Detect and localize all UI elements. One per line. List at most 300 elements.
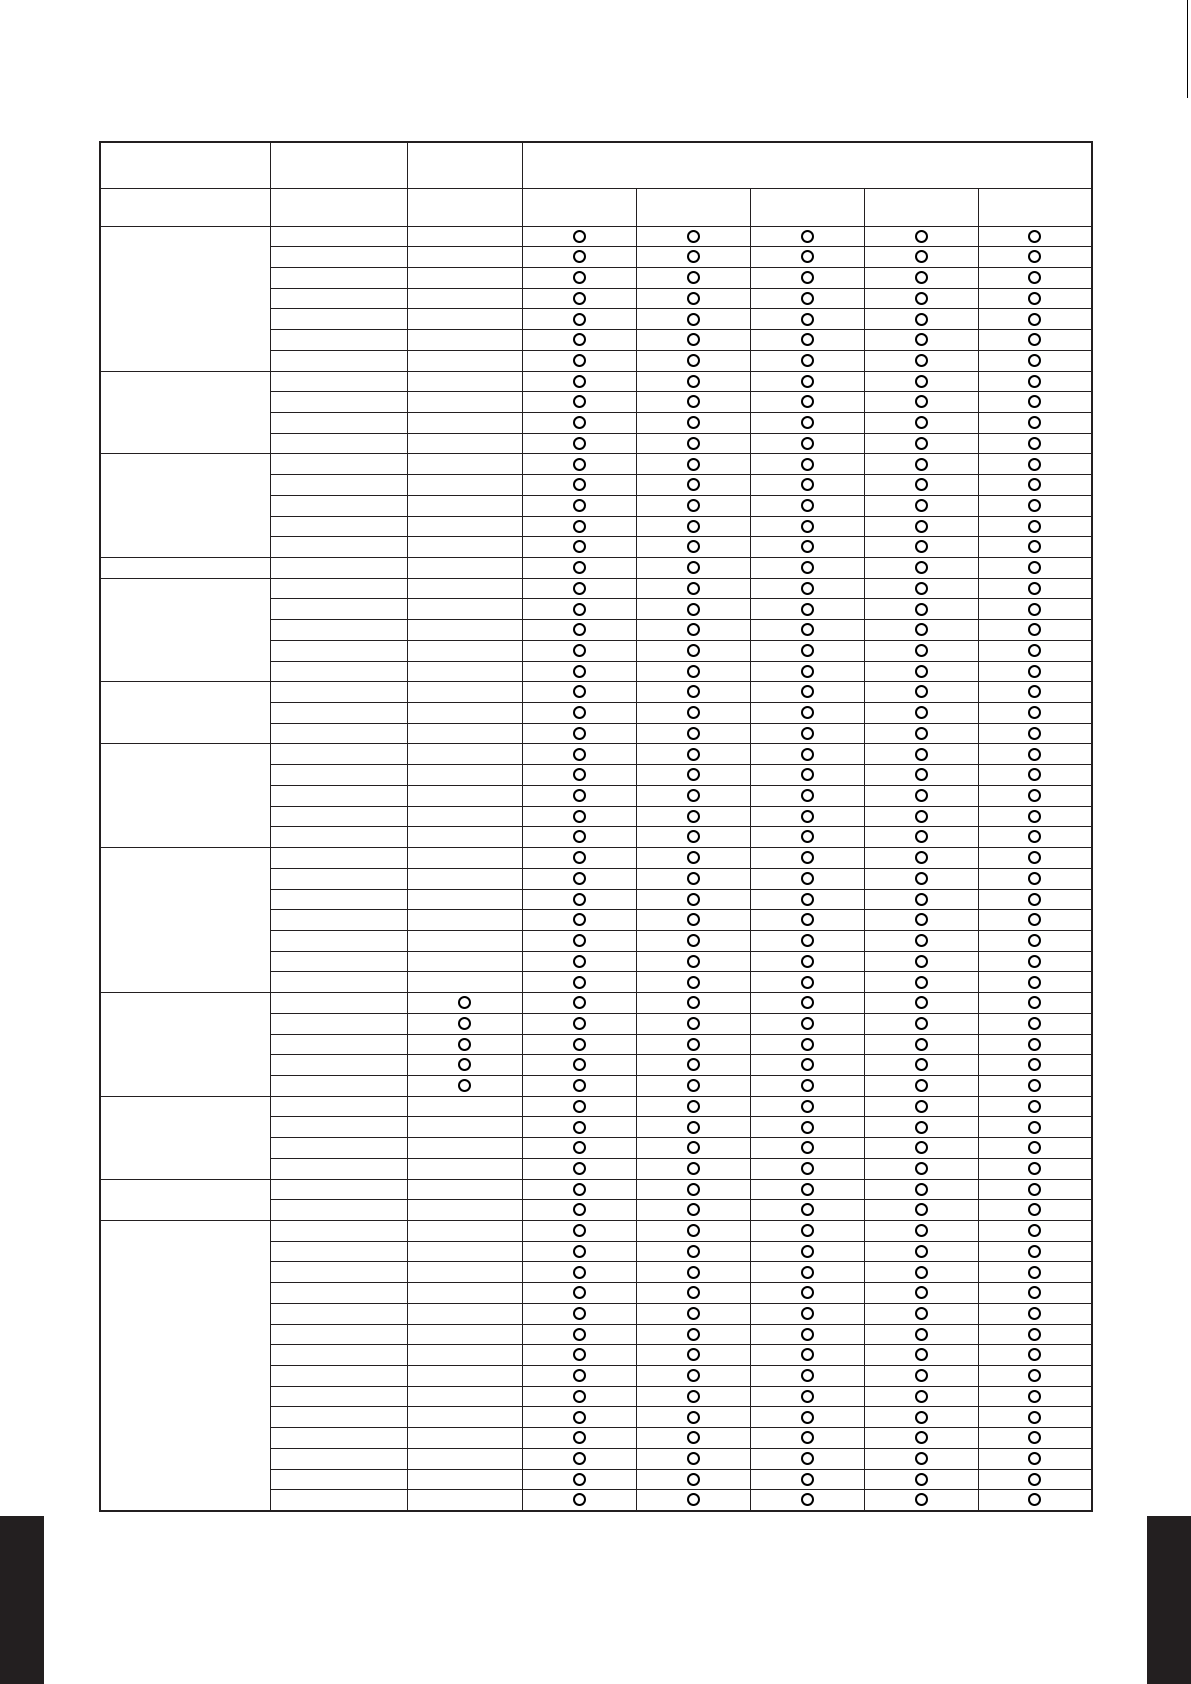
item-label-cell: [270, 1345, 407, 1366]
circle-mark: [687, 416, 700, 429]
model-mark-cell: [978, 392, 1092, 413]
circle-mark: [687, 1369, 700, 1382]
item-label-cell: [270, 516, 407, 537]
item-label-cell: [270, 1490, 407, 1511]
circle-mark: [687, 395, 700, 408]
model-mark-cell: [864, 993, 978, 1014]
circle-mark: [573, 437, 586, 450]
circle-mark: [573, 271, 586, 284]
circle-mark: [915, 333, 928, 346]
circle-mark: [573, 1493, 586, 1506]
model-mark-cell: [864, 392, 978, 413]
model-mark-cell: [636, 1096, 750, 1117]
circle-mark: [915, 561, 928, 574]
item-label-cell: [270, 1366, 407, 1387]
model-mark-cell: [636, 558, 750, 579]
model-mark-cell: [636, 371, 750, 392]
circle-mark: [801, 437, 814, 450]
model-mark-cell: [750, 1386, 864, 1407]
item-label-cell: [270, 1013, 407, 1034]
circle-mark: [687, 644, 700, 657]
circle-mark: [1028, 250, 1041, 263]
item-label-cell: [270, 371, 407, 392]
circle-mark: [687, 996, 700, 1009]
model-mark-cell: [864, 910, 978, 931]
circle-mark: [801, 1100, 814, 1113]
circle-mark: [915, 872, 928, 885]
subheader-cell: [522, 188, 636, 226]
group-label-cell: [100, 226, 270, 371]
item-label-cell: [270, 951, 407, 972]
group-label-cell: [100, 1096, 270, 1179]
model-mark-cell: [750, 972, 864, 993]
option-empty-cell: [407, 1490, 522, 1511]
item-label-cell: [270, 1179, 407, 1200]
circle-mark: [1028, 354, 1041, 367]
side-tab-left: [0, 1516, 44, 1684]
circle-mark: [801, 1121, 814, 1134]
option-empty-cell: [407, 392, 522, 413]
circle-mark: [1028, 1183, 1041, 1196]
model-mark-cell: [978, 1303, 1092, 1324]
circle-mark: [801, 478, 814, 491]
model-mark-cell: [522, 1179, 636, 1200]
model-mark-cell: [522, 1324, 636, 1345]
crop-mark-right: [1187, 0, 1188, 98]
model-mark-cell: [636, 495, 750, 516]
model-mark-cell: [522, 537, 636, 558]
model-mark-cell: [522, 516, 636, 537]
model-mark-cell: [864, 640, 978, 661]
circle-mark: [915, 913, 928, 926]
item-label-cell: [270, 910, 407, 931]
circle-mark: [1028, 1452, 1041, 1465]
model-mark-cell: [864, 412, 978, 433]
option-empty-cell: [407, 930, 522, 951]
circle-mark: [573, 292, 586, 305]
circle-mark: [915, 955, 928, 968]
circle-mark: [915, 354, 928, 367]
circle-mark: [573, 727, 586, 740]
model-mark-cell: [522, 1158, 636, 1179]
circle-mark: [1028, 540, 1041, 553]
model-mark-cell: [636, 516, 750, 537]
model-mark-cell: [522, 226, 636, 247]
model-mark-cell: [636, 744, 750, 765]
circle-mark: [687, 1079, 700, 1092]
model-mark-cell: [636, 433, 750, 454]
group-label-cell: [100, 1221, 270, 1511]
model-mark-cell: [750, 350, 864, 371]
circle-mark: [687, 1473, 700, 1486]
circle-mark: [573, 851, 586, 864]
circle-mark: [687, 333, 700, 346]
model-mark-cell: [750, 1096, 864, 1117]
circle-mark: [687, 706, 700, 719]
circle-mark: [1028, 893, 1041, 906]
model-mark-cell: [522, 1221, 636, 1242]
model-mark-cell: [978, 495, 1092, 516]
model-mark-cell: [864, 1345, 978, 1366]
circle-mark: [573, 1017, 586, 1030]
model-mark-cell: [522, 475, 636, 496]
model-mark-cell: [978, 309, 1092, 330]
option-empty-cell: [407, 951, 522, 972]
circle-mark: [687, 271, 700, 284]
circle-mark: [573, 540, 586, 553]
circle-mark: [1028, 748, 1041, 761]
circle-mark: [915, 1411, 928, 1424]
model-mark-cell: [522, 930, 636, 951]
circle-mark: [915, 727, 928, 740]
circle-mark: [687, 1121, 700, 1134]
model-mark-cell: [636, 1469, 750, 1490]
circle-mark: [915, 271, 928, 284]
item-label-cell: [270, 848, 407, 869]
circle-mark: [573, 830, 586, 843]
circle-mark: [1028, 768, 1041, 781]
circle-mark: [801, 520, 814, 533]
circle-mark: [687, 976, 700, 989]
model-mark-cell: [636, 765, 750, 786]
circle-mark: [801, 955, 814, 968]
model-mark-cell: [978, 640, 1092, 661]
model-mark-cell: [750, 412, 864, 433]
circle-mark: [458, 996, 471, 1009]
model-mark-cell: [750, 1055, 864, 1076]
item-label-cell: [270, 785, 407, 806]
model-mark-cell: [636, 1262, 750, 1283]
model-mark-cell: [978, 848, 1092, 869]
model-mark-cell: [978, 1366, 1092, 1387]
circle-mark: [1028, 1141, 1041, 1154]
circle-mark: [573, 913, 586, 926]
model-mark-cell: [864, 1490, 978, 1511]
model-mark-cell: [750, 889, 864, 910]
model-mark-cell: [978, 889, 1092, 910]
model-mark-cell: [978, 744, 1092, 765]
circle-mark: [801, 499, 814, 512]
item-label-cell: [270, 1386, 407, 1407]
model-mark-cell: [522, 247, 636, 268]
model-mark-cell: [750, 309, 864, 330]
circle-mark: [573, 1162, 586, 1175]
model-mark-cell: [978, 1221, 1092, 1242]
model-mark-cell: [864, 1096, 978, 1117]
option-empty-cell: [407, 1324, 522, 1345]
item-label-cell: [270, 1055, 407, 1076]
model-mark-cell: [636, 703, 750, 724]
option-empty-cell: [407, 1303, 522, 1324]
circle-mark: [801, 934, 814, 947]
model-mark-cell: [864, 1034, 978, 1055]
circle-mark: [915, 1369, 928, 1382]
subheader-cell: [864, 188, 978, 226]
option-empty-cell: [407, 785, 522, 806]
model-mark-cell: [636, 1179, 750, 1200]
model-mark-cell: [636, 1490, 750, 1511]
circle-mark: [915, 934, 928, 947]
model-mark-cell: [750, 1158, 864, 1179]
circle-mark: [801, 1017, 814, 1030]
option-empty-cell: [407, 1179, 522, 1200]
item-label-cell: [270, 454, 407, 475]
circle-mark: [1028, 375, 1041, 388]
circle-mark: [1028, 499, 1041, 512]
circle-mark: [687, 250, 700, 263]
model-mark-cell: [864, 703, 978, 724]
item-label-cell: [270, 723, 407, 744]
circle-mark: [687, 872, 700, 885]
model-mark-cell: [864, 371, 978, 392]
group-label-cell: [100, 682, 270, 744]
circle-mark: [801, 1328, 814, 1341]
option-empty-cell: [407, 682, 522, 703]
model-mark-cell: [864, 806, 978, 827]
model-mark-cell: [636, 309, 750, 330]
circle-mark: [801, 851, 814, 864]
model-mark-cell: [522, 454, 636, 475]
model-mark-cell: [978, 1262, 1092, 1283]
model-mark-cell: [978, 1407, 1092, 1428]
option-empty-cell: [407, 889, 522, 910]
model-mark-cell: [750, 578, 864, 599]
circle-mark: [573, 748, 586, 761]
circle-mark: [915, 499, 928, 512]
model-mark-cell: [978, 1117, 1092, 1138]
subheader-cell: [270, 188, 407, 226]
circle-mark: [573, 1286, 586, 1299]
circle-mark: [573, 478, 586, 491]
model-mark-cell: [978, 516, 1092, 537]
model-mark-cell: [750, 1469, 864, 1490]
circle-mark: [687, 623, 700, 636]
circle-mark: [573, 1224, 586, 1237]
circle-mark: [915, 1286, 928, 1299]
model-mark-cell: [750, 765, 864, 786]
circle-mark: [573, 375, 586, 388]
circle-mark: [915, 1245, 928, 1258]
model-mark-cell: [978, 1448, 1092, 1469]
model-mark-cell: [864, 661, 978, 682]
circle-mark: [573, 623, 586, 636]
circle-mark: [915, 1121, 928, 1134]
circle-mark: [801, 1141, 814, 1154]
model-mark-cell: [750, 951, 864, 972]
model-mark-cell: [636, 1448, 750, 1469]
circle-mark: [915, 789, 928, 802]
model-mark-cell: [864, 226, 978, 247]
model-mark-cell: [522, 972, 636, 993]
circle-mark: [1028, 1390, 1041, 1403]
option-empty-cell: [407, 1241, 522, 1262]
option-empty-cell: [407, 661, 522, 682]
model-mark-cell: [522, 1075, 636, 1096]
option-empty-cell: [407, 247, 522, 268]
circle-mark: [801, 1493, 814, 1506]
model-mark-cell: [522, 1055, 636, 1076]
circle-mark: [1028, 851, 1041, 864]
option-empty-cell: [407, 350, 522, 371]
model-mark-cell: [522, 827, 636, 848]
table-row: [100, 744, 1092, 765]
option-empty-cell: [407, 578, 522, 599]
option-empty-cell: [407, 744, 522, 765]
circle-mark: [687, 1141, 700, 1154]
item-label-cell: [270, 868, 407, 889]
circle-mark: [687, 1266, 700, 1279]
model-mark-cell: [750, 599, 864, 620]
model-mark-cell: [978, 1241, 1092, 1262]
circle-mark: [573, 665, 586, 678]
option-empty-cell: [407, 371, 522, 392]
circle-mark: [573, 1390, 586, 1403]
option-empty-cell: [407, 1448, 522, 1469]
circle-mark: [1028, 1245, 1041, 1258]
model-mark-cell: [978, 433, 1092, 454]
circle-mark: [801, 1369, 814, 1382]
model-mark-cell: [636, 951, 750, 972]
model-mark-cell: [522, 785, 636, 806]
circle-mark: [573, 230, 586, 243]
circle-mark: [687, 1245, 700, 1258]
model-mark-cell: [750, 1448, 864, 1469]
model-mark-cell: [636, 1283, 750, 1304]
circle-mark: [1028, 292, 1041, 305]
model-mark-cell: [978, 827, 1092, 848]
circle-mark: [687, 1183, 700, 1196]
model-mark-cell: [978, 1055, 1092, 1076]
model-mark-cell: [978, 765, 1092, 786]
model-mark-cell: [864, 1469, 978, 1490]
item-label-cell: [270, 350, 407, 371]
model-mark-cell: [978, 1075, 1092, 1096]
circle-mark: [687, 665, 700, 678]
model-mark-cell: [978, 1345, 1092, 1366]
model-mark-cell: [522, 309, 636, 330]
model-mark-cell: [636, 785, 750, 806]
model-mark-cell: [750, 330, 864, 351]
model-mark-cell: [636, 1138, 750, 1159]
model-mark-cell: [750, 475, 864, 496]
circle-mark: [1028, 1493, 1041, 1506]
model-mark-cell: [522, 350, 636, 371]
model-mark-cell: [522, 1262, 636, 1283]
circle-mark: [915, 830, 928, 843]
model-mark-cell: [864, 1055, 978, 1076]
item-label-cell: [270, 1158, 407, 1179]
option-mark-cell: [407, 1013, 522, 1034]
item-label-cell: [270, 806, 407, 827]
circle-mark: [801, 540, 814, 553]
circle-mark: [573, 955, 586, 968]
circle-mark: [801, 893, 814, 906]
model-mark-cell: [522, 1448, 636, 1469]
table-row: [100, 682, 1092, 703]
circle-mark: [687, 1390, 700, 1403]
circle-mark: [573, 1473, 586, 1486]
circle-mark: [801, 561, 814, 574]
model-mark-cell: [750, 785, 864, 806]
model-mark-cell: [864, 1448, 978, 1469]
item-label-cell: [270, 889, 407, 910]
circle-mark: [801, 1038, 814, 1051]
circle-mark: [1028, 623, 1041, 636]
circle-mark: [573, 706, 586, 719]
option-empty-cell: [407, 765, 522, 786]
circle-mark: [915, 748, 928, 761]
item-label-cell: [270, 578, 407, 599]
circle-mark: [801, 1390, 814, 1403]
subheader-cell: [978, 188, 1092, 226]
circle-mark: [801, 375, 814, 388]
model-mark-cell: [864, 1179, 978, 1200]
model-mark-cell: [864, 1324, 978, 1345]
model-mark-cell: [750, 993, 864, 1014]
circle-mark: [915, 1141, 928, 1154]
circle-mark: [1028, 810, 1041, 823]
model-mark-cell: [750, 226, 864, 247]
circle-mark: [1028, 1162, 1041, 1175]
item-label-cell: [270, 1117, 407, 1138]
circle-mark: [915, 540, 928, 553]
item-label-cell: [270, 827, 407, 848]
circle-mark: [573, 1203, 586, 1216]
model-mark-cell: [978, 703, 1092, 724]
model-mark-cell: [864, 330, 978, 351]
circle-mark: [687, 768, 700, 781]
model-mark-cell: [864, 578, 978, 599]
circle-mark: [915, 1390, 928, 1403]
circle-mark: [801, 1224, 814, 1237]
model-mark-cell: [522, 1283, 636, 1304]
item-label-cell: [270, 1221, 407, 1242]
table-row: [100, 558, 1092, 579]
item-label-cell: [270, 247, 407, 268]
model-mark-cell: [864, 309, 978, 330]
item-label-cell: [270, 475, 407, 496]
circle-mark: [573, 561, 586, 574]
model-mark-cell: [522, 371, 636, 392]
circle-mark: [573, 685, 586, 698]
option-empty-cell: [407, 226, 522, 247]
model-mark-cell: [864, 1075, 978, 1096]
circle-mark: [687, 810, 700, 823]
circle-mark: [458, 1017, 471, 1030]
group-label-cell: [100, 744, 270, 848]
model-mark-cell: [864, 930, 978, 951]
model-mark-cell: [864, 454, 978, 475]
circle-mark: [1028, 1411, 1041, 1424]
model-mark-cell: [636, 1200, 750, 1221]
model-mark-cell: [864, 1262, 978, 1283]
table-row: [100, 578, 1092, 599]
circle-mark: [915, 582, 928, 595]
model-mark-cell: [978, 1386, 1092, 1407]
circle-mark: [801, 665, 814, 678]
circle-mark: [687, 230, 700, 243]
circle-mark: [915, 230, 928, 243]
table-row: [100, 1096, 1092, 1117]
circle-mark: [458, 1058, 471, 1071]
model-mark-cell: [864, 723, 978, 744]
circle-mark: [915, 1162, 928, 1175]
circle-mark: [687, 830, 700, 843]
circle-mark: [915, 1017, 928, 1030]
model-mark-cell: [522, 578, 636, 599]
circle-mark: [687, 727, 700, 740]
model-mark-cell: [864, 827, 978, 848]
